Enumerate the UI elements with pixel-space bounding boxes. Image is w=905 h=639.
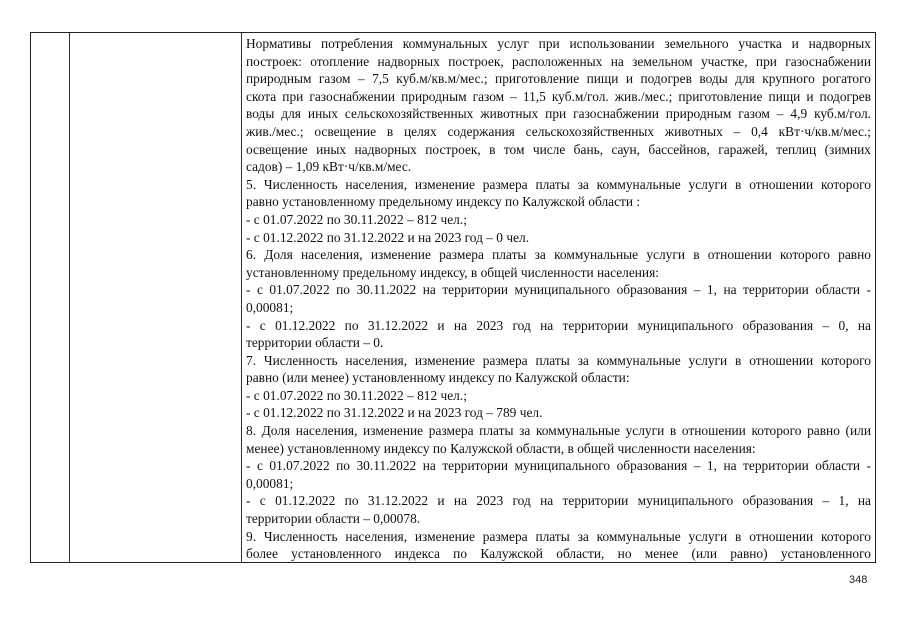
text-line: равно (или менее) установленному индексу по Калужской области: (246, 370, 630, 386)
text-line: жив./мес.; освещение в целях содержания сельскохозяйственных животных – 0,4 кВт·ч/кв.м/мес.; (246, 123, 871, 139)
text-line: установленному предельному индексу, в общей численности населения: (246, 264, 659, 280)
text-line: - с 01.12.2022 по 31.12.2022 и на 2023 год на территории муниципального образования – 1, на (246, 493, 871, 509)
table-cell-name (70, 33, 242, 562)
text-line: - с 01.07.2022 по 30.11.2022 на территории муниципального образования – 1, на территории области - (246, 282, 871, 298)
text-line: - с 01.07.2022 по 30.11.2022 – 812 чел.; (246, 387, 467, 403)
text-line: построек: отопление надворных построек, расположенных на земельном участке, при газоснабжении (246, 53, 871, 69)
text-line: 6. Доля населения, изменение размера платы за коммунальные услуги в отношении которого равно (246, 247, 871, 263)
text-line: освещение иных надворных построек, в том числе бань, саун, бассейнов, гаражей, теплиц (зимних (246, 141, 871, 157)
text-line: 5. Численность населения, изменение размера платы за коммунальные услуги в отношении которого (246, 176, 871, 192)
text-line: 7. Численность населения, изменение размера платы за коммунальные услуги в отношении которого (246, 352, 871, 368)
text-line: - с 01.12.2022 по 31.12.2022 и на 2023 год – 0 чел. (246, 229, 530, 245)
text-line: 0,00081; (246, 475, 294, 491)
text-line: - с 01.12.2022 по 31.12.2022 и на 2023 год на территории муниципального образования – 0, на (246, 317, 871, 333)
text-line: - с 01.07.2022 по 30.11.2022 – 812 чел.; (246, 211, 467, 227)
text-line: территории области – 0. (246, 335, 384, 351)
page-number: 348 (849, 574, 868, 586)
text-line: скота при газоснабжении природным газом – 11,5 куб.м/гол. жив./мес.; приготовление пищи и подогрев (246, 88, 871, 104)
text-line: равно установленному предельному индексу по Калужской области : (246, 194, 641, 210)
text-line: территории области – 0,00078. (246, 511, 421, 527)
text-line: 8. Доля населения, изменение размера платы за коммунальные услуги в отношении которого равно (или (246, 423, 871, 439)
text-line: 0,00081; (246, 299, 294, 315)
text-line: - с 01.12.2022 по 31.12.2022 и на 2023 год – 789 чел. (246, 405, 543, 421)
document-table (30, 32, 876, 563)
text-line: более установленного индекса по Калужской области, но менее (или равно) установленного (246, 546, 871, 562)
text-line: Нормативы потребления коммунальных услуг при использовании земельного участка и надворных (246, 36, 871, 51)
table-cell-number (31, 33, 70, 562)
table-cell-content (242, 33, 875, 562)
text-line: 9. Численность населения, изменение размера платы за коммунальные услуги в отношении которого (246, 528, 871, 544)
text-line: садов) – 1,09 кВт·ч/кв.м/мес. (246, 159, 412, 175)
text-line: - с 01.07.2022 по 30.11.2022 на территории муниципального образования – 1, на территории области - (246, 458, 871, 474)
text-line: менее) установленному индексу по Калужской области, в общей численности населения: (246, 440, 756, 456)
text-line: природным газом – 7,5 куб.м/кв.м/мес.; приготовление пищи и подогрев воды для крупного рогатого (246, 71, 871, 87)
text-line: воды для иных сельскохозяйственных животных при газоснабжении природным газом – 4,9 куб.м/гол. (246, 106, 871, 122)
